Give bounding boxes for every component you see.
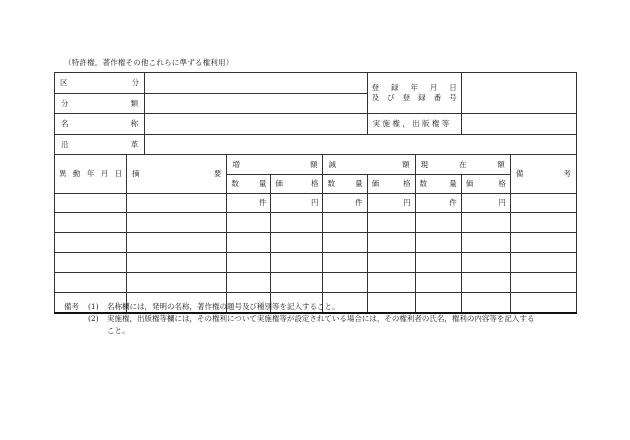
reg-char: 日: [449, 83, 457, 93]
ledger-cell[interactable]: [55, 233, 127, 253]
increase-quantity-header: [227, 175, 271, 194]
registration-label-cell: [367, 73, 461, 114]
decrease-char-2: 額: [402, 159, 410, 169]
ledger-cell[interactable]: [367, 253, 415, 273]
ledger-cell[interactable]: [55, 213, 127, 233]
unit-count-label: 件: [258, 198, 267, 208]
ledger-cell[interactable]: [127, 213, 227, 233]
quantity-char: 量: [258, 179, 267, 189]
price-char: 価: [371, 179, 380, 189]
price-char: 価: [275, 179, 283, 189]
table-row: [55, 273, 577, 293]
ledger-cell[interactable]: [55, 253, 127, 273]
reg-char: 年: [410, 83, 418, 93]
license-label: 実 施 権 ， 出 版 権 等: [372, 119, 450, 129]
change-date-char: 日: [114, 169, 123, 179]
note-head-spacer: [64, 313, 88, 325]
ledger-cell[interactable]: [323, 253, 367, 273]
table-row: [55, 253, 577, 273]
enkaku-char-1: 沿: [61, 139, 69, 149]
note-text: 実施権，出版権等欄には，その権利について実施権等が設定されている場合には，その権利者の氏名，権利の内容等を記入する: [107, 314, 535, 323]
meisho-char-2: 称: [130, 119, 139, 129]
ledger-cell[interactable]: [271, 253, 323, 273]
bunrui-value-cell[interactable]: [145, 94, 367, 114]
remarks-header: [510, 155, 576, 194]
bunrui-char-1: 分: [61, 98, 69, 108]
ledger-cell[interactable]: [367, 233, 415, 253]
ledger-cell[interactable]: [227, 253, 271, 273]
enkaku-label-cell: [55, 135, 145, 155]
ledger-cell[interactable]: [127, 273, 227, 293]
ledger-cell[interactable]: [227, 273, 271, 293]
enkaku-char-2: 革: [130, 139, 139, 149]
form-notes: [64, 301, 584, 337]
ledger-cell[interactable]: [415, 233, 461, 253]
ledger-cell[interactable]: [323, 213, 367, 233]
kubun-label-cell: [55, 73, 145, 94]
ledger-cell[interactable]: [461, 273, 510, 293]
kubun-value-cell[interactable]: [145, 73, 367, 94]
notes-heading: 備考: [64, 302, 79, 311]
note-continuation: こと。: [107, 326, 130, 335]
unit-count-label: 件: [355, 198, 363, 208]
decrease-header: [323, 155, 415, 175]
reg-char: 登: [402, 93, 411, 102]
bunrui-char-2: 類: [130, 98, 139, 108]
ledger-cell[interactable]: [510, 273, 576, 293]
note-item-2: [64, 313, 584, 325]
ledger-cell[interactable]: [461, 213, 510, 233]
license-label-cell: [367, 114, 461, 135]
reg-char: び: [387, 93, 395, 102]
ledger-cell[interactable]: [510, 253, 576, 273]
ledger-cell[interactable]: [461, 233, 510, 253]
price-char: 格: [403, 179, 411, 189]
unit-yen-label: 円: [403, 198, 411, 208]
reg-char: 録: [390, 83, 399, 93]
increase-quantity-unit[interactable]: [227, 194, 271, 213]
meisho-char-1: 名: [61, 119, 69, 129]
quantity-char: 数: [327, 179, 335, 189]
current-price-unit[interactable]: [461, 194, 510, 213]
quantity-char: 量: [449, 179, 457, 189]
unit-yen-label: 円: [498, 198, 506, 208]
unit-count-label: 件: [449, 198, 457, 208]
reg-char: 番: [433, 93, 442, 102]
current-char-3: 額: [497, 159, 505, 169]
change-date-char: 月: [100, 169, 109, 179]
ledger-cell[interactable]: [127, 194, 227, 213]
ledger-cell[interactable]: [323, 233, 367, 253]
table-row: [55, 233, 577, 253]
ledger-cell[interactable]: [227, 213, 271, 233]
increase-char-1: 増: [232, 159, 240, 169]
increase-header: [227, 155, 323, 175]
ledger-cell[interactable]: [271, 213, 323, 233]
ledger-cell[interactable]: [510, 194, 576, 213]
ledger-cell[interactable]: [461, 253, 510, 273]
increase-price-header: [271, 175, 323, 194]
decrease-price-header: [367, 175, 415, 194]
current-quantity-unit[interactable]: [415, 194, 461, 213]
enkaku-value-cell[interactable]: [145, 135, 577, 155]
ledger-cell[interactable]: [367, 273, 415, 293]
property-ledger-table: [54, 72, 577, 314]
reg-char: 及: [371, 93, 380, 102]
price-char: 格: [310, 179, 319, 189]
ledger-cell[interactable]: [127, 253, 227, 273]
decrease-char-1: 減: [328, 159, 336, 169]
registration-value-cell[interactable]: [461, 73, 576, 114]
note-item-1: [64, 301, 584, 313]
reg-char: 号: [449, 93, 457, 102]
bunrui-label-cell: [55, 94, 145, 114]
ledger-cell[interactable]: [367, 213, 415, 233]
ledger-cell[interactable]: [415, 213, 461, 233]
price-char: 価: [465, 179, 474, 189]
decrease-quantity-unit[interactable]: [323, 194, 367, 213]
change-date-char: 動: [72, 169, 81, 179]
remarks-char-1: 備: [515, 169, 524, 179]
summary-header: [127, 155, 227, 194]
ledger-cell[interactable]: [415, 253, 461, 273]
increase-char-2: 額: [309, 159, 318, 169]
change-date-char: 異: [59, 169, 67, 179]
unit-yen-label: 円: [310, 198, 319, 208]
current-char-1: 現: [420, 159, 429, 169]
ledger-cell[interactable]: [510, 213, 576, 233]
price-char: 格: [498, 179, 506, 189]
kubun-char-1: 区: [60, 78, 68, 88]
note-number: (2): [88, 314, 99, 323]
ledger-cell[interactable]: [227, 233, 271, 253]
change-date-char: 年: [86, 169, 95, 179]
decrease-quantity-header: [323, 175, 367, 194]
meisho-label-cell: [55, 114, 145, 135]
table-row: [55, 213, 577, 233]
license-value-cell[interactable]: [461, 114, 576, 135]
current-char-2: 在: [458, 159, 467, 169]
form-caption: （特許権，著作権その他これらに準ずる権利用）: [64, 58, 234, 67]
ledger-cell[interactable]: [271, 233, 323, 253]
decrease-price-unit[interactable]: [367, 194, 415, 213]
reg-char: 録: [418, 93, 426, 102]
ledger-cell[interactable]: [271, 273, 323, 293]
ledger-cell[interactable]: [55, 194, 127, 213]
current-quantity-header: [415, 175, 461, 194]
note-text: 名称欄には，発明の名称，著作権の題号及び種別等を記入すること。: [107, 302, 340, 311]
reg-char: 月: [429, 83, 438, 93]
ledger-cell[interactable]: [510, 233, 576, 253]
remarks-char-2: 考: [563, 169, 571, 179]
change-date-header: [55, 155, 127, 194]
reg-char: 登: [371, 83, 380, 93]
ledger-cell[interactable]: [323, 273, 367, 293]
current-header: [415, 155, 510, 175]
quantity-char: 数: [419, 179, 428, 189]
summary-char-2: 要: [213, 169, 222, 179]
meisho-value-cell[interactable]: [145, 114, 367, 135]
quantity-char: 量: [355, 179, 363, 189]
current-price-header: [461, 175, 510, 194]
kubun-char-2: 分: [131, 78, 140, 88]
increase-price-unit[interactable]: [271, 194, 323, 213]
ledger-cell[interactable]: [55, 273, 127, 293]
quantity-char: 数: [231, 179, 239, 189]
note-number: (1): [88, 302, 99, 311]
ledger-cell[interactable]: [127, 233, 227, 253]
summary-char-1: 摘: [132, 169, 140, 179]
ledger-cell[interactable]: [415, 273, 461, 293]
